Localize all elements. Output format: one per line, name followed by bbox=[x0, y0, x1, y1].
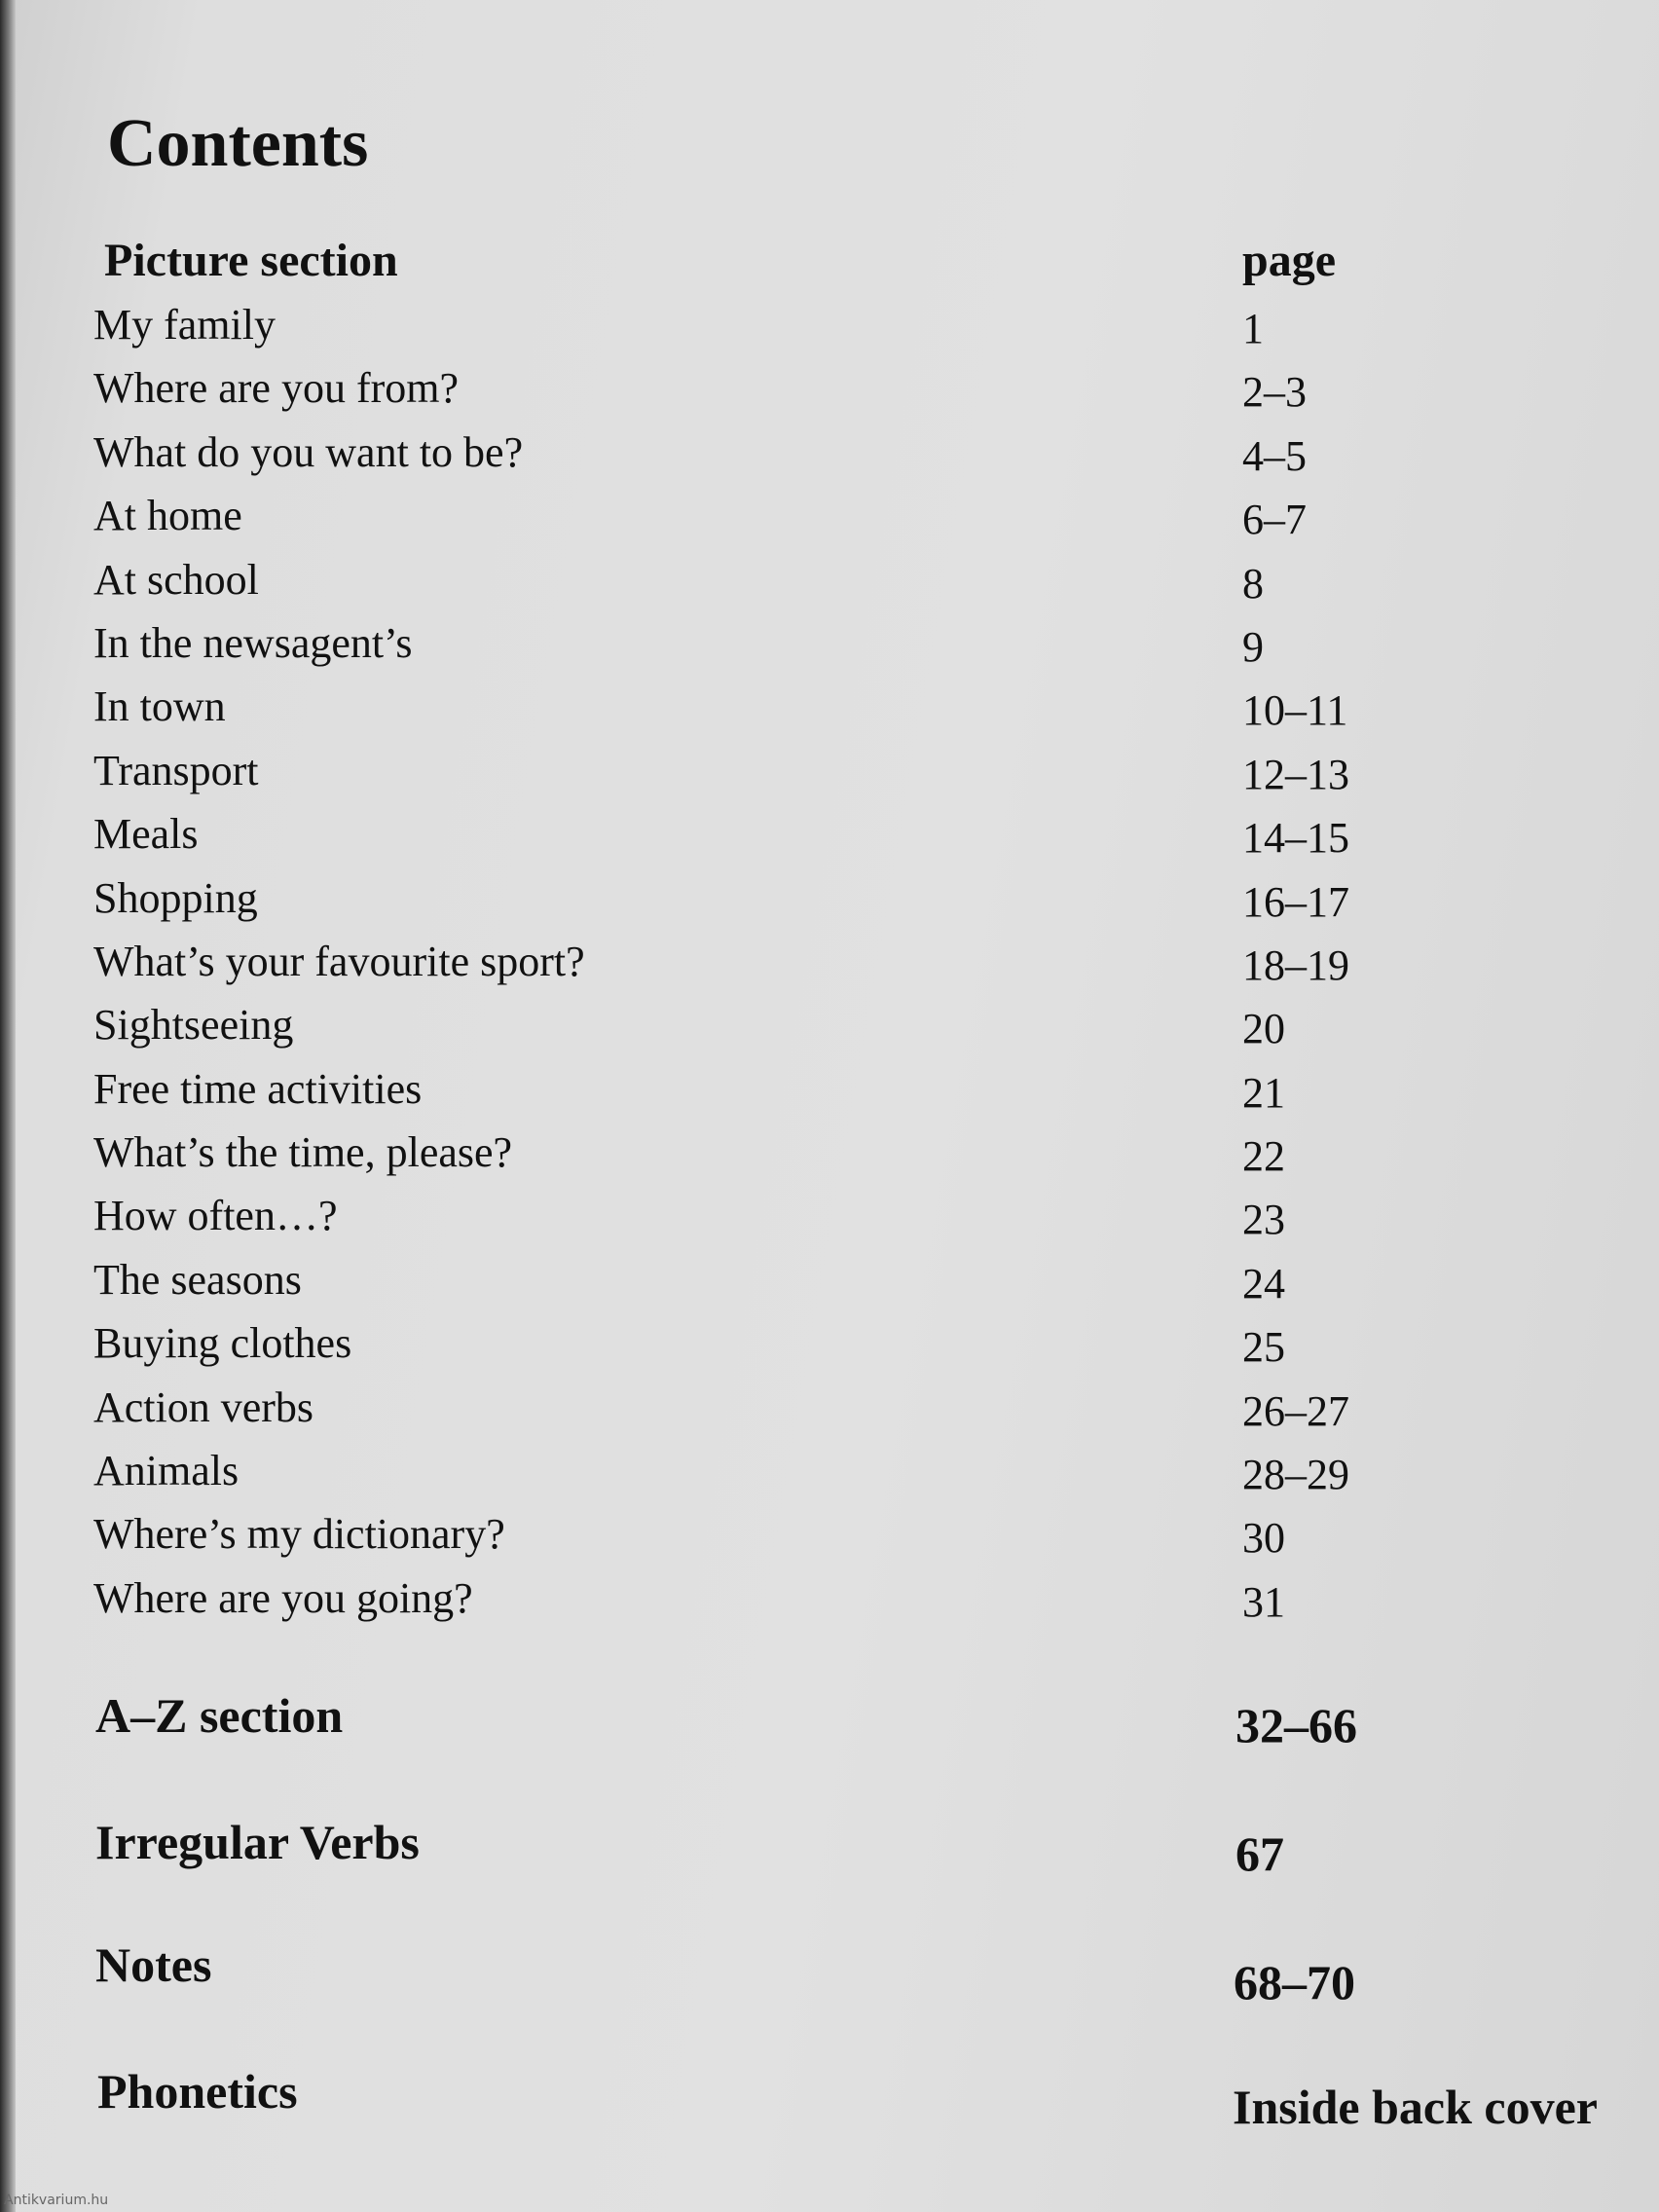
toc-entry-title: Meals bbox=[93, 810, 199, 859]
toc-entry-title: The seasons bbox=[93, 1255, 302, 1304]
page-column-header: page bbox=[1242, 235, 1336, 286]
toc-entry bbox=[93, 489, 1554, 552]
toc-entry-page: 8 bbox=[1242, 559, 1264, 608]
toc-entry-page: 2–3 bbox=[1242, 368, 1307, 417]
toc-entry bbox=[93, 935, 1554, 998]
toc-entry-title: Shopping bbox=[93, 873, 258, 922]
irregular-verbs-title: Irregular Verbs bbox=[95, 1815, 420, 1869]
toc-entry bbox=[93, 1507, 1554, 1570]
toc-entry-title: Animals bbox=[93, 1447, 240, 1495]
toc-entry bbox=[93, 1444, 1554, 1507]
toc-entry-title: Transport bbox=[93, 746, 259, 794]
toc-entry-page: 9 bbox=[1242, 622, 1264, 671]
toc-entry-title: Free time activities bbox=[93, 1064, 423, 1113]
toc-entry bbox=[93, 425, 1554, 489]
toc-entry-page: 12–13 bbox=[1242, 750, 1349, 798]
toc-entry-title: What do you want to be? bbox=[93, 427, 524, 476]
toc-entry bbox=[93, 1316, 1554, 1380]
toc-entry-page: 21 bbox=[1242, 1068, 1285, 1117]
toc-entry bbox=[93, 616, 1554, 680]
toc-entry bbox=[93, 744, 1554, 807]
toc-entry bbox=[93, 1125, 1554, 1189]
toc-entry-page: 26–27 bbox=[1242, 1386, 1349, 1435]
toc-entry-title: What’s the time, please? bbox=[93, 1128, 513, 1177]
toc-entry-page: 31 bbox=[1242, 1577, 1285, 1626]
toc-entry-title: Action verbs bbox=[93, 1382, 314, 1431]
picture-section-list bbox=[93, 298, 1554, 1635]
toc-entry-title: My family bbox=[93, 301, 276, 349]
toc-entry bbox=[93, 361, 1554, 424]
phonetics-title: Phonetics bbox=[97, 2064, 298, 2119]
toc-entry-page: 16–17 bbox=[1242, 877, 1349, 926]
toc-entry bbox=[93, 998, 1554, 1061]
page-title: Contents bbox=[107, 106, 369, 181]
picture-section-heading: Picture section bbox=[104, 235, 398, 286]
toc-entry bbox=[93, 1381, 1554, 1444]
toc-entry bbox=[93, 1253, 1554, 1316]
az-section-page: 32–66 bbox=[1235, 1698, 1357, 1752]
watermark: Antikvarium.hu bbox=[4, 2193, 109, 2208]
toc-entry bbox=[93, 1571, 1554, 1635]
toc-entry-title: Buying clothes bbox=[93, 1319, 352, 1368]
toc-entry bbox=[93, 1189, 1554, 1252]
az-section-title: A–Z section bbox=[95, 1688, 344, 1743]
toc-entry bbox=[93, 298, 1554, 361]
toc-entry-page: 1 bbox=[1242, 305, 1264, 352]
toc-entry bbox=[93, 871, 1554, 935]
toc-entry-title: In town bbox=[93, 682, 226, 731]
toc-entry-title: Sightseeing bbox=[93, 1001, 294, 1050]
toc-entry-title: Where’s my dictionary? bbox=[93, 1510, 505, 1559]
toc-entry-title: Where are you going? bbox=[93, 1573, 473, 1622]
toc-entry-title: How often…? bbox=[93, 1192, 338, 1240]
toc-entry bbox=[93, 807, 1554, 870]
toc-entry bbox=[93, 680, 1554, 743]
toc-entry-title: At school bbox=[93, 555, 259, 604]
toc-entry-page: 18–19 bbox=[1242, 940, 1349, 989]
toc-entry-page: 24 bbox=[1242, 1259, 1285, 1308]
toc-entry-page: 23 bbox=[1242, 1196, 1285, 1244]
toc-entry-title: In the newsagent’s bbox=[93, 618, 413, 667]
notes-page: 68–70 bbox=[1234, 1955, 1355, 2009]
toc-entry-page: 20 bbox=[1242, 1005, 1285, 1053]
toc-entry-page: 22 bbox=[1242, 1132, 1285, 1181]
toc-entry-title: What’s your favourite sport? bbox=[93, 937, 585, 985]
toc-entry-page: 4–5 bbox=[1242, 431, 1307, 480]
toc-entry-page: 25 bbox=[1242, 1323, 1285, 1372]
toc-entry-title: At home bbox=[93, 492, 242, 540]
toc-entry bbox=[93, 553, 1554, 616]
toc-entry-page: 6–7 bbox=[1242, 496, 1307, 544]
notes-title: Notes bbox=[95, 1937, 212, 1992]
toc-entry-page: 28–29 bbox=[1242, 1451, 1349, 1499]
toc-entry-title: Where are you from? bbox=[93, 364, 460, 413]
phonetics-page: Inside back cover bbox=[1233, 2080, 1598, 2134]
book-spine-shadow bbox=[0, 0, 16, 2212]
toc-entry-page: 10–11 bbox=[1242, 686, 1348, 735]
toc-entry-page: 30 bbox=[1242, 1514, 1285, 1563]
irregular-verbs-page: 67 bbox=[1235, 1826, 1284, 1881]
toc-entry bbox=[93, 1062, 1554, 1125]
toc-entry-page: 14–15 bbox=[1242, 814, 1349, 863]
